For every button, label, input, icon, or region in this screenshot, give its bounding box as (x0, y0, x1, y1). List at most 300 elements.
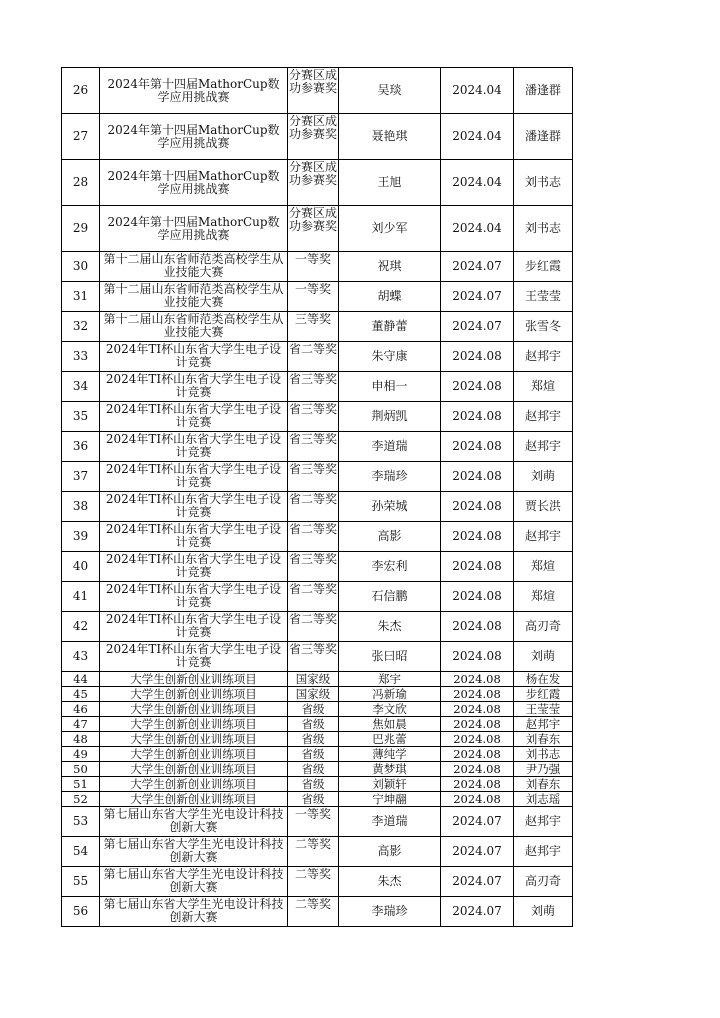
award-date-cell-text: 2024.08 (452, 349, 502, 363)
award-date-cell (441, 160, 514, 206)
student-name-cell-text: 李瑞珍 (371, 469, 408, 483)
award-date-cell (441, 687, 514, 702)
award-level-cell-text: 国家级 (295, 687, 331, 701)
award-date-cell-text: 2024.08 (453, 717, 501, 731)
award-level-cell-text: 省三等奖 (288, 642, 337, 656)
award-date-cell-text: 2024.08 (452, 619, 502, 633)
award-level-cell-text: 省二等奖 (288, 522, 337, 536)
row-number-cell (62, 807, 100, 837)
row-number-cell (62, 342, 100, 372)
student-name-cell-text: 祝琪 (377, 259, 402, 273)
row-number-cell-text: 48 (73, 732, 88, 746)
row-number-cell-text: 41 (72, 589, 89, 603)
row-number-cell-text: 55 (72, 874, 89, 888)
table-row (62, 282, 573, 312)
row-number-cell-text: 31 (72, 289, 89, 303)
advisor-name-cell-text: 刘书志 (525, 747, 561, 761)
row-number-cell (62, 837, 100, 867)
table-row (62, 747, 573, 762)
table-row (62, 792, 573, 807)
award-level-cell-text: 二等奖 (294, 867, 331, 881)
student-name-cell-text: 李瑞珍 (371, 904, 408, 918)
award-date-cell (441, 206, 514, 252)
table-row (62, 114, 573, 160)
row-number-cell (62, 777, 100, 792)
row-number-cell (62, 732, 100, 747)
award-date-cell (441, 747, 514, 762)
award-level-cell-text: 省二等奖 (288, 612, 337, 626)
table-row (62, 732, 573, 747)
competition-name-cell-text: 第七届山东省大学生光电设计科技创新大赛 (103, 807, 284, 834)
row-number-cell (62, 462, 100, 492)
row-number-cell-text: 56 (72, 904, 89, 918)
award-level-cell (288, 206, 339, 252)
student-name-cell-text: 刘少军 (371, 221, 408, 235)
student-name-cell-text: 李宏利 (371, 559, 408, 573)
table-row (62, 402, 573, 432)
award-level-cell (288, 462, 339, 492)
competition-name-cell-text: 2024年TI杯山东省大学生电子设计竞赛 (105, 342, 282, 369)
award-level-cell (288, 552, 339, 582)
row-number-cell-text: 36 (72, 439, 89, 453)
competition-name-cell (100, 462, 288, 492)
student-name-cell-text: 巴兆蕾 (372, 732, 407, 746)
award-date-cell-text: 2024.08 (452, 649, 502, 663)
competition-name-cell (100, 252, 288, 282)
advisor-name-cell (514, 897, 573, 927)
award-level-cell-text: 三等奖 (294, 312, 331, 326)
student-name-cell (339, 402, 441, 432)
award-level-cell-text: 省三等奖 (288, 462, 337, 476)
competition-name-cell (100, 114, 288, 160)
row-number-cell-text: 50 (73, 762, 88, 776)
student-name-cell-text: 李文欣 (372, 702, 407, 716)
table-row (62, 372, 573, 402)
award-date-cell (441, 642, 514, 672)
award-date-cell (441, 252, 514, 282)
advisor-name-cell (514, 777, 573, 792)
award-level-cell (288, 762, 339, 777)
competition-name-cell (100, 582, 288, 612)
award-date-cell (441, 402, 514, 432)
award-level-cell (288, 522, 339, 552)
row-number-cell (62, 114, 100, 160)
student-name-cell (339, 687, 441, 702)
award-level-cell-text: 省三等奖 (288, 372, 337, 386)
advisor-name-cell (514, 312, 573, 342)
award-level-cell-text: 国家级 (295, 672, 331, 686)
award-date-cell (441, 582, 514, 612)
advisor-name-cell (514, 642, 573, 672)
student-name-cell (339, 717, 441, 732)
student-name-cell-text: 郑宇 (378, 672, 401, 686)
table-row (62, 897, 573, 927)
table-row (62, 522, 573, 552)
competition-name-cell-text: 2024年TI杯山东省大学生电子设计竞赛 (105, 402, 282, 429)
award-level-cell-text: 二等奖 (294, 837, 331, 851)
row-number-cell-text: 42 (72, 619, 89, 633)
competition-name-cell-text: 2024年第十四届MathorCup数学应用挑战赛 (107, 76, 280, 104)
award-level-cell-text: 一等奖 (294, 252, 331, 266)
student-name-cell-text: 吴琰 (377, 83, 402, 97)
advisor-name-cell-text: 郑煊 (530, 559, 555, 573)
row-number-cell-text: 45 (73, 687, 88, 701)
advisor-name-cell-text: 刘志瑶 (525, 792, 561, 806)
advisor-name-cell-text: 刘萌 (530, 469, 555, 483)
student-name-cell (339, 747, 441, 762)
award-level-cell-text: 分赛区成功参赛奖 (288, 160, 337, 187)
advisor-name-cell (514, 762, 573, 777)
student-name-cell-text: 刘颖轩 (372, 777, 407, 791)
row-number-cell (62, 642, 100, 672)
student-name-cell (339, 792, 441, 807)
student-name-cell (339, 432, 441, 462)
competition-name-cell-text: 大学生创新创业训练项目 (130, 732, 257, 746)
row-number-cell (62, 432, 100, 462)
advisor-name-cell-text: 郑煊 (530, 589, 555, 603)
competition-name-cell-text: 第十二届山东省师范类高校学生从业技能大赛 (103, 282, 284, 309)
award-level-cell-text: 省级 (301, 747, 325, 761)
row-number-cell (62, 252, 100, 282)
competition-name-cell-text: 2024年第十四届MathorCup数学应用挑战赛 (107, 214, 280, 242)
student-name-cell (339, 206, 441, 252)
competition-name-cell-text: 大学生创新创业训练项目 (130, 687, 257, 701)
award-date-cell-text: 2024.04 (452, 175, 502, 189)
competition-name-cell (100, 807, 288, 837)
competition-name-cell (100, 702, 288, 717)
competition-name-cell-text: 2024年TI杯山东省大学生电子设计竞赛 (105, 522, 282, 549)
award-date-cell-text: 2024.07 (452, 289, 502, 303)
row-number-cell-text: 34 (72, 379, 89, 393)
award-date-cell-text: 2024.08 (453, 702, 501, 716)
student-name-cell (339, 672, 441, 687)
award-level-cell-text: 一等奖 (294, 282, 331, 296)
award-date-cell-text: 2024.08 (452, 499, 502, 513)
student-name-cell (339, 777, 441, 792)
student-name-cell (339, 732, 441, 747)
award-date-cell-text: 2024.08 (453, 792, 501, 806)
advisor-name-cell-text: 步红霞 (524, 259, 561, 273)
advisor-name-cell-text: 杨在发 (525, 672, 561, 686)
student-name-cell (339, 160, 441, 206)
student-name-cell-text: 黄梦琪 (372, 762, 407, 776)
award-level-cell (288, 837, 339, 867)
award-level-cell (288, 114, 339, 160)
student-name-cell (339, 522, 441, 552)
table-row (62, 342, 573, 372)
awards-table-body (62, 68, 573, 927)
competition-name-cell-text: 2024年TI杯山东省大学生电子设计竞赛 (105, 612, 282, 639)
student-name-cell (339, 702, 441, 717)
award-level-cell-text: 省二等奖 (288, 342, 337, 356)
award-level-cell (288, 432, 339, 462)
student-name-cell (339, 68, 441, 114)
competition-name-cell (100, 672, 288, 687)
competition-name-cell-text: 第七届山东省大学生光电设计科技创新大赛 (103, 837, 284, 864)
competition-name-cell-text: 大学生创新创业训练项目 (130, 777, 257, 791)
competition-name-cell (100, 777, 288, 792)
advisor-name-cell-text: 刘萌 (530, 904, 555, 918)
student-name-cell-text: 朱杰 (377, 619, 402, 633)
award-date-cell-text: 2024.08 (452, 409, 502, 423)
student-name-cell-text: 张曰昭 (371, 649, 408, 663)
award-level-cell (288, 702, 339, 717)
award-level-cell-text: 省级 (301, 762, 325, 776)
table-row (62, 552, 573, 582)
advisor-name-cell (514, 462, 573, 492)
student-name-cell (339, 492, 441, 522)
row-number-cell-text: 37 (72, 469, 89, 483)
row-number-cell-text: 38 (72, 499, 89, 513)
award-level-cell (288, 642, 339, 672)
award-date-cell-text: 2024.08 (453, 747, 501, 761)
row-number-cell (62, 312, 100, 342)
student-name-cell-text: 焦如晨 (372, 717, 407, 731)
award-level-cell (288, 582, 339, 612)
competition-name-cell (100, 282, 288, 312)
row-number-cell (62, 897, 100, 927)
competition-name-cell (100, 552, 288, 582)
award-level-cell-text: 省级 (301, 732, 325, 746)
advisor-name-cell (514, 252, 573, 282)
award-level-cell (288, 612, 339, 642)
award-level-cell (288, 867, 339, 897)
advisor-name-cell-text: 刘春东 (525, 777, 561, 791)
student-name-cell-text: 李道瑞 (371, 439, 408, 453)
row-number-cell (62, 68, 100, 114)
advisor-name-cell (514, 747, 573, 762)
award-date-cell-text: 2024.08 (453, 762, 501, 776)
row-number-cell (62, 717, 100, 732)
advisor-name-cell (514, 552, 573, 582)
competition-name-cell (100, 402, 288, 432)
row-number-cell-text: 39 (72, 529, 89, 543)
advisor-name-cell-text: 赵邦宇 (524, 814, 561, 828)
table-row (62, 612, 573, 642)
award-level-cell-text: 分赛区成功参赛奖 (288, 206, 337, 233)
competition-name-cell-text: 2024年第十四届MathorCup数学应用挑战赛 (107, 168, 280, 196)
award-level-cell (288, 732, 339, 747)
student-name-cell (339, 114, 441, 160)
competition-name-cell (100, 372, 288, 402)
advisor-name-cell-text: 赵邦宇 (524, 439, 561, 453)
advisor-name-cell (514, 522, 573, 552)
award-date-cell (441, 462, 514, 492)
row-number-cell-text: 51 (73, 777, 88, 791)
advisor-name-cell-text: 郑煊 (530, 379, 555, 393)
award-date-cell-text: 2024.04 (452, 129, 502, 143)
award-level-cell-text: 省级 (301, 777, 325, 791)
award-date-cell-text: 2024.08 (452, 589, 502, 603)
row-number-cell (62, 552, 100, 582)
student-name-cell-text: 李道瑞 (371, 814, 408, 828)
competition-name-cell-text: 2024年TI杯山东省大学生电子设计竞赛 (105, 372, 282, 399)
award-date-cell (441, 68, 514, 114)
table-row (62, 777, 573, 792)
award-level-cell-text: 分赛区成功参赛奖 (288, 68, 337, 95)
student-name-cell-text: 朱杰 (377, 874, 402, 888)
advisor-name-cell-text: 赵邦宇 (524, 844, 561, 858)
award-level-cell (288, 160, 339, 206)
award-level-cell (288, 342, 339, 372)
competition-name-cell-text: 2024年TI杯山东省大学生电子设计竞赛 (105, 552, 282, 579)
student-name-cell (339, 312, 441, 342)
competition-name-cell-text: 第十二届山东省师范类高校学生从业技能大赛 (103, 252, 284, 279)
student-name-cell (339, 552, 441, 582)
advisor-name-cell (514, 68, 573, 114)
award-date-cell (441, 114, 514, 160)
student-name-cell (339, 762, 441, 777)
award-date-cell-text: 2024.08 (452, 439, 502, 453)
advisor-name-cell (514, 372, 573, 402)
advisor-name-cell (514, 702, 573, 717)
table-row (62, 252, 573, 282)
award-level-cell-text: 省二等奖 (288, 582, 337, 596)
row-number-cell-text: 44 (73, 672, 88, 686)
competition-name-cell-text: 2024年TI杯山东省大学生电子设计竞赛 (105, 462, 282, 489)
competition-name-cell-text: 第七届山东省大学生光电设计科技创新大赛 (103, 867, 284, 894)
advisor-name-cell-text: 高刃奇 (524, 874, 561, 888)
row-number-cell (62, 492, 100, 522)
row-number-cell-text: 30 (72, 259, 89, 273)
table-row (62, 867, 573, 897)
row-number-cell (62, 672, 100, 687)
award-level-cell (288, 372, 339, 402)
row-number-cell (62, 747, 100, 762)
award-date-cell-text: 2024.08 (452, 559, 502, 573)
award-date-cell (441, 777, 514, 792)
award-level-cell (288, 402, 339, 432)
competition-name-cell (100, 867, 288, 897)
student-name-cell-text: 高影 (377, 844, 402, 858)
row-number-cell (62, 867, 100, 897)
award-date-cell (441, 897, 514, 927)
row-number-cell (62, 702, 100, 717)
competition-name-cell-text: 大学生创新创业训练项目 (130, 747, 257, 761)
row-number-cell-text: 53 (72, 814, 89, 828)
award-date-cell (441, 552, 514, 582)
award-level-cell (288, 252, 339, 282)
competition-name-cell-text: 大学生创新创业训练项目 (130, 762, 257, 776)
competition-name-cell (100, 747, 288, 762)
advisor-name-cell (514, 867, 573, 897)
advisor-name-cell-text: 刘春东 (525, 732, 561, 746)
award-date-cell (441, 312, 514, 342)
award-date-cell (441, 432, 514, 462)
advisor-name-cell (514, 432, 573, 462)
competition-name-cell (100, 732, 288, 747)
advisor-name-cell (514, 160, 573, 206)
advisor-name-cell (514, 492, 573, 522)
student-name-cell-text: 朱守康 (371, 349, 408, 363)
competition-name-cell (100, 492, 288, 522)
competition-name-cell-text: 大学生创新创业训练项目 (130, 672, 257, 686)
advisor-name-cell-text: 贾长洪 (524, 499, 561, 513)
award-date-cell-text: 2024.07 (452, 319, 502, 333)
row-number-cell-text: 28 (72, 175, 89, 189)
student-name-cell (339, 252, 441, 282)
award-level-cell-text: 省三等奖 (288, 432, 337, 446)
award-date-cell (441, 672, 514, 687)
award-level-cell (288, 792, 339, 807)
row-number-cell-text: 46 (73, 702, 88, 716)
advisor-name-cell (514, 206, 573, 252)
table-row (62, 687, 573, 702)
award-level-cell (288, 777, 339, 792)
table-row (62, 762, 573, 777)
table-row (62, 462, 573, 492)
competition-name-cell (100, 897, 288, 927)
table-row (62, 206, 573, 252)
row-number-cell (62, 522, 100, 552)
advisor-name-cell-text: 尹乃强 (525, 762, 561, 776)
row-number-cell-text: 54 (72, 844, 89, 858)
row-number-cell-text: 35 (72, 409, 89, 423)
table-row (62, 672, 573, 687)
award-level-cell-text: 二等奖 (294, 897, 331, 911)
competition-name-cell-text: 2024年TI杯山东省大学生电子设计竞赛 (105, 492, 282, 519)
table-row (62, 702, 573, 717)
student-name-cell-text: 胡蝶 (377, 289, 402, 303)
student-name-cell (339, 897, 441, 927)
advisor-name-cell (514, 342, 573, 372)
competition-name-cell (100, 717, 288, 732)
student-name-cell (339, 807, 441, 837)
competition-name-cell-text: 第十二届山东省师范类高校学生从业技能大赛 (103, 312, 284, 339)
row-number-cell-text: 49 (73, 747, 88, 761)
award-date-cell (441, 282, 514, 312)
competition-name-cell (100, 762, 288, 777)
award-date-cell-text: 2024.07 (452, 844, 502, 858)
award-date-cell (441, 732, 514, 747)
award-date-cell (441, 372, 514, 402)
student-name-cell (339, 837, 441, 867)
awards-table (61, 67, 573, 927)
advisor-name-cell (514, 837, 573, 867)
award-date-cell-text: 2024.04 (452, 221, 502, 235)
row-number-cell (62, 372, 100, 402)
award-date-cell (441, 342, 514, 372)
competition-name-cell (100, 68, 288, 114)
award-level-cell-text: 省级 (301, 717, 325, 731)
award-date-cell (441, 717, 514, 732)
table-row (62, 312, 573, 342)
student-name-cell (339, 867, 441, 897)
row-number-cell-text: 29 (72, 221, 89, 235)
row-number-cell-text: 33 (72, 349, 89, 363)
student-name-cell-text: 石信鹏 (371, 589, 408, 603)
row-number-cell-text: 26 (72, 83, 89, 97)
table-row (62, 492, 573, 522)
competition-name-cell-text: 2024年TI杯山东省大学生电子设计竞赛 (105, 642, 282, 669)
student-name-cell (339, 462, 441, 492)
student-name-cell-text: 高影 (377, 529, 402, 543)
competition-name-cell-text: 大学生创新创业训练项目 (130, 792, 257, 806)
competition-name-cell (100, 160, 288, 206)
competition-name-cell (100, 642, 288, 672)
award-date-cell-text: 2024.07 (452, 259, 502, 273)
competition-name-cell (100, 837, 288, 867)
award-level-cell-text: 省级 (301, 702, 325, 716)
award-date-cell-text: 2024.08 (452, 529, 502, 543)
row-number-cell (62, 402, 100, 432)
advisor-name-cell (514, 582, 573, 612)
student-name-cell-text: 荆炳凯 (371, 409, 408, 423)
award-date-cell (441, 612, 514, 642)
award-level-cell (288, 807, 339, 837)
row-number-cell (62, 687, 100, 702)
award-date-cell-text: 2024.08 (453, 672, 501, 686)
